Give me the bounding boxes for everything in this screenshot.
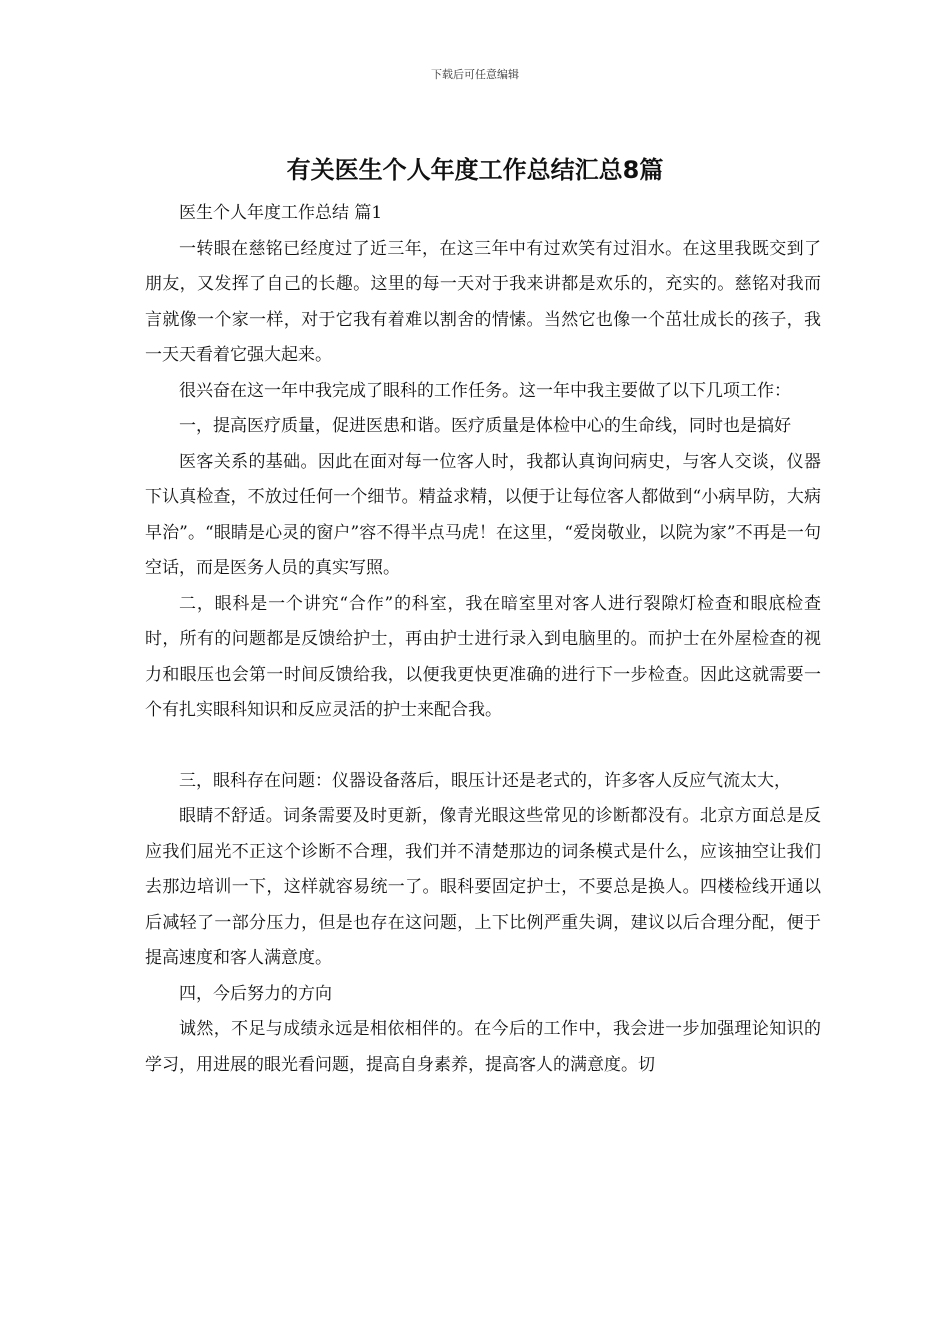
header-note: 下载后可任意编辑: [431, 68, 519, 81]
paragraph: 很兴奋在这一年中我完成了眼科的工作任务。这一年中我主要做了以下几项工作：: [179, 380, 791, 401]
paragraph: 三，眼科存在问题：仪器设备落后，眼压计还是老式的，许多客人反应气流太大，: [179, 770, 791, 791]
paragraph: 一转眼在慈铭已经度过了近三年，在这三年中有过欢笑有过泪水。在这里我既交到了朋友，又发挥了自己的长趣。这里的每一天对于我来讲都是欢乐的，充实的。慈铭对我而言就像一个家一样，对于它我有着难以割舍的情愫。当然它也像一个茁壮成长的孩子，我一天天看着它强大起来。: [145, 238, 821, 365]
paragraph: 一，提高医疗质量，促进医患和谐。医疗质量是体检中心的生命线，同时也是搞好: [179, 416, 791, 436]
document-title: 有关医生个人年度工作总结汇总8篇: [286, 156, 664, 184]
paragraph: 二，眼科是一个讲究“合作”的科室，我在暗室里对客人进行裂隙灯检查和眼底检查时，所有的问题都是反馈给护士，再由护士进行录入到电脑里的。而护士在外屋检查的视力和眼压也会第一时间反馈给我，以便我更快更准确的进行下一步检查。因此这就需要一个有扎实眼科知识和反应灵活的护士来配合我。: [145, 593, 821, 720]
section-heading: 医生个人年度工作总结 篇1: [179, 203, 383, 223]
paragraph: 四，今后努力的方向: [179, 983, 332, 1004]
document-body: [145, 196, 821, 1083]
paragraph: 医客关系的基础。因此在面对每一位客人时，我都认真询问病史，与客人交谈，仪器下认真检查，不放过任何一个细节。精益求精，以便于让每位客人都做到“小病早防，大病早治”。“眼睛是心灵的窗户”容不得半点马虎！在这里，“爱岗敬业，以院为家”不再是一句空话，而是医务人员的真实写照。: [145, 451, 821, 578]
paragraph: 眼睛不舒适。词条需要及时更新，像青光眼这些常见的诊断都没有。北京方面总是反应我们屈光不正这个诊断不合理，我们并不清楚那边的词条模式是什么，应该抽空让我们去那边培训一下，这样就容易统一了。眼科要固定护士，不要总是换人。四楼检线开通以后减轻了一部分压力，但是也存在这问题，上下比例严重失调，建议以后合理分配，便于提高速度和客人满意度。: [145, 806, 821, 968]
paragraph: 诚然，不足与成绩永远是相依相伴的。在今后的工作中，我会进一步加强理论知识的学习，用进展的眼光看问题，提高自身素养，提高客人的满意度。切: [145, 1019, 821, 1075]
